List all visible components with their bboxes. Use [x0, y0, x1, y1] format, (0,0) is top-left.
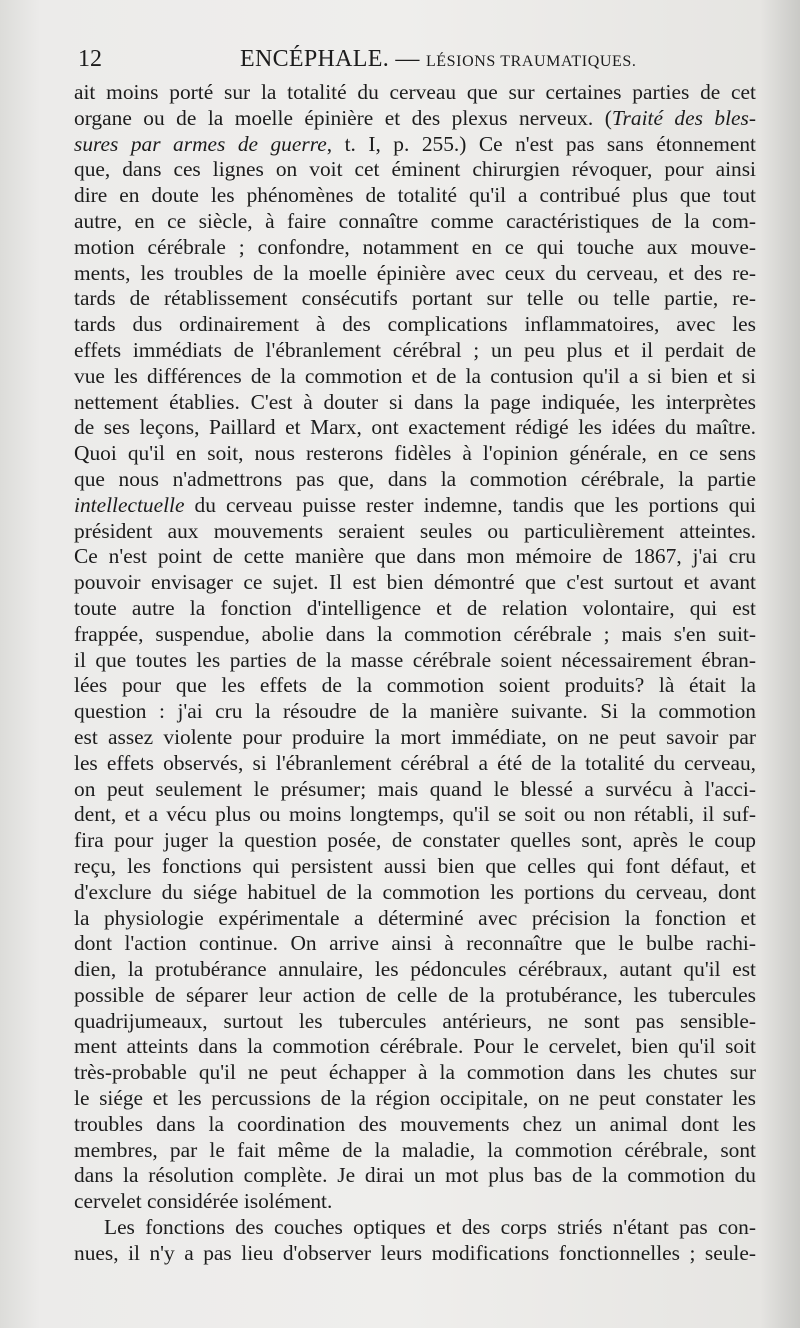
text-line: lées pour que les effets de la commotion soient produits? là était la	[74, 673, 756, 698]
text-line: tards dus ordinairement à des complications inflammatoires, avec les	[74, 312, 756, 337]
body-text	[74, 80, 756, 1267]
text-line: vue les différences de la commotion et de la contusion qu'il a si bien et si	[74, 363, 756, 388]
text-line: Les fonctions des couches optiques et des corps striés n'étant pas con-	[104, 1215, 756, 1240]
text-line: reçu, les fonctions qui persistent aussi bien que celles qui font défaut, et	[74, 853, 756, 878]
text-line: ments, les troubles de la moelle épinière avec ceux du cerveau, et des re-	[74, 260, 756, 285]
text-line: quadrijumeaux, surtout les tubercules antérieurs, ne sont pas sensible-	[74, 1008, 756, 1033]
text-line: effets immédiats de l'ébranlement cérébral ; un peu plus et il perdait de	[74, 337, 756, 362]
page-number: 12	[78, 46, 102, 72]
text-line: troubles dans la coordination des mouvements chez un animal dont les	[74, 1111, 756, 1136]
text-line: d'exclure du siége habituel de la commotion les portions du cerveau, dont	[74, 879, 756, 904]
text-line: ait moins porté sur la totalité du cerveau que sur certaines parties de cet	[74, 80, 756, 104]
text-line: membres, par le fait même de la maladie, la commotion cérébrale, sont	[74, 1137, 756, 1162]
text-line: dien, la protubérance annulaire, les pédoncules cérébraux, autant qu'il est	[74, 957, 756, 982]
text-line: dent, et a vécu plus ou moins longtemps, qu'il se soit ou non rétabli, il suf-	[74, 802, 756, 827]
text-line: est assez violente pour produire la mort immédiate, on ne peut savoir par	[74, 724, 756, 749]
text-line: tards de rétablissement consécutifs portant sur telle ou telle partie, re-	[74, 286, 756, 311]
text-line: sures par armes de guerre, t. I, p. 255.) Ce n'est pas sans étonnement	[74, 131, 756, 156]
text-line: cervelet considérée isolément.	[74, 1189, 333, 1214]
text-line: le siége et les percussions de la région occipitale, on ne peut constater les	[74, 1086, 756, 1111]
text-line: organe ou de la moelle épinière et des plexus nerveux. (Traité des bles-	[74, 105, 757, 130]
text-line: nues, il n'y a pas lieu d'observer leurs modifications fonctionnelles ; seule-	[74, 1240, 756, 1265]
text-line: ment atteints dans la commotion cérébrale. Pour le cervelet, bien qu'il soit	[74, 1034, 756, 1059]
text-line: très-probable qu'il ne peut échapper à la commotion dans les chutes sur	[74, 1060, 756, 1085]
text-line: on peut seulement le présumer; mais quand le blessé a survécu à l'acci-	[74, 776, 756, 801]
text-line: de ses leçons, Paillard et Marx, ont exactement rédigé les idées du maître.	[74, 415, 756, 440]
text-line: autre, en ce siècle, à faire connaître comme caractéristiques de la com-	[74, 208, 756, 233]
text-line: la physiologie expérimentale a déterminé avec précision la fonction et	[74, 905, 756, 930]
text-line: dont l'action continue. On arrive ainsi à reconnaître que le bulbe rachi-	[74, 931, 756, 956]
text-line: que nous n'admettrons pas que, dans la commotion cérébrale, la partie	[74, 466, 756, 491]
header-title	[240, 46, 636, 73]
text-line: pouvoir envisager ce sujet. Il est bien démontré que c'est surtout et avant	[74, 570, 756, 595]
running-header	[74, 44, 756, 76]
text-line: Quoi qu'il en soit, nous resterons fidèles à l'opinion générale, en ce sens	[74, 441, 756, 466]
text-line: question : j'ai cru la résoudre de la manière suivante. Si la commotion	[74, 699, 756, 724]
header-subtitle: LÉSIONS TRAUMATIQUES.	[425, 53, 637, 70]
text-line: frappée, suspendue, abolie dans la commotion cérébrale ; mais s'en suit-	[74, 621, 756, 646]
text-line: dans la résolution complète. Je dirai un mot plus bas de la commotion du	[74, 1163, 756, 1188]
text-line: président aux mouvements seraient seules ou particulièrement atteintes.	[74, 518, 756, 543]
text-line: fira pour juger la question posée, de constater quelles sont, après le coup	[74, 828, 756, 853]
text-line: intellectuelle du cerveau puisse rester indemne, tandis que les portions qui	[74, 492, 756, 517]
header-main-title: ENCÉPHALE.	[240, 46, 389, 72]
text-line: possible de séparer leur action de celle de la protubérance, les tubercules	[74, 982, 756, 1007]
text-line: nettement établies. C'est à douter si dans la page indiquée, les interprètes	[74, 389, 756, 414]
text-line: motion cérébrale ; confondre, notamment en ce qui touche aux mouve-	[74, 234, 756, 259]
header-separator: —	[395, 46, 420, 72]
text-line: dire en doute les phénomènes de totalité qu'il a contribué plus que tout	[74, 183, 756, 208]
text-line: toute autre la fonction d'intelligence et de relation volontaire, qui est	[74, 595, 756, 620]
text-line: les effets observés, si l'ébranlement cérébral a été de la totalité du cerveau,	[74, 750, 756, 775]
text-line: que, dans ces lignes on voit cet éminent chirurgien révoquer, pour ainsi	[74, 157, 756, 182]
text-line: il que toutes les parties de la masse cérébrale soient nécessairement ébran-	[74, 647, 756, 672]
text-line: Ce n'est point de cette manière que dans mon mémoire de 1867, j'ai cru	[74, 544, 756, 569]
